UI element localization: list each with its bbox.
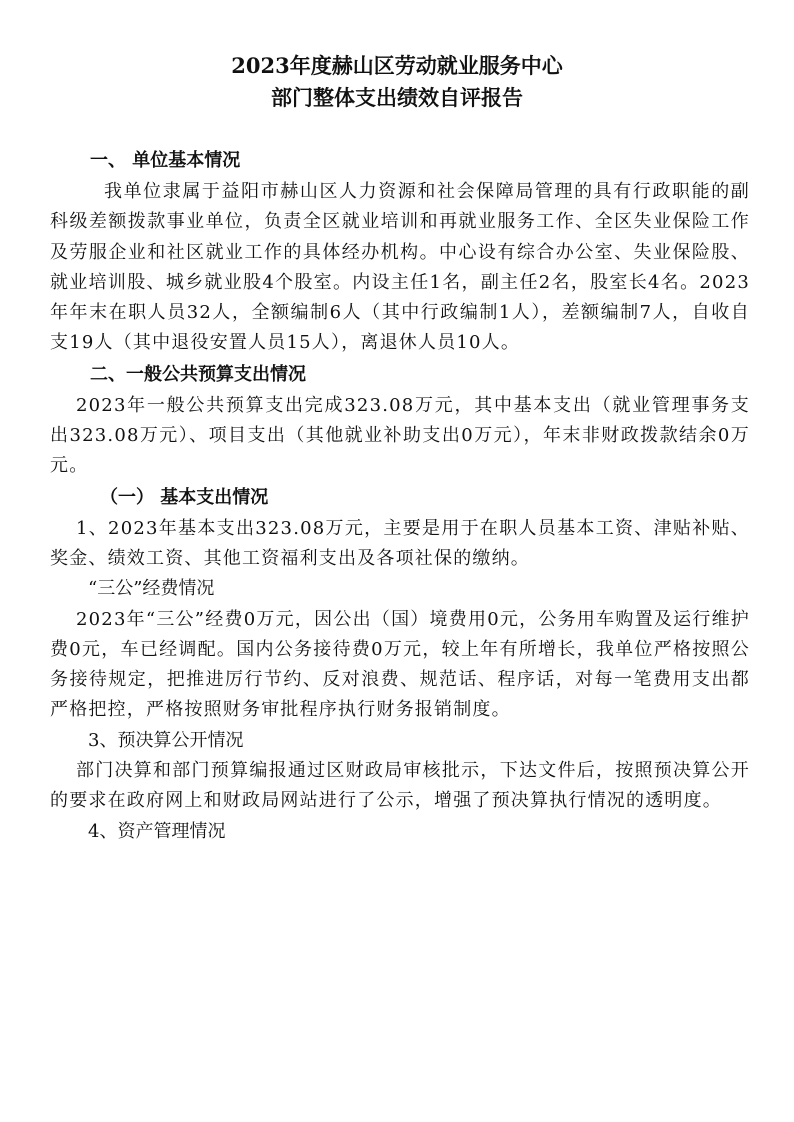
item-3-heading: 3、预决算公开情况 <box>88 729 244 751</box>
section-1-paragraph: 我单位隶属于益阳市赫山区人力资源和社会保障局管理的具有行政职能的副科级差额拨款事业单位，负责全区就业培训和再就业服务工作、全区失业保险工作及劳服企业和社区就业工作的具体经办机构。中心设有综合办公室、失业保险股、就业培训股、城乡就业股4个股室。内设主任1名，副主任2名，股室长4名。2023年年末在职人员32人，全额编制6人（其中行政编制1人），差额编制7人，自收自支19人（其中退役安置人员15人），离退休人员10人。 <box>50 181 750 354</box>
item-4-heading: 4、资产管理情况 <box>88 820 226 842</box>
section-heading-2: 二、一般公共预算支出情况 <box>90 363 306 385</box>
item-1-paragraph: 1、2023年基本支出323.08万元，主要是用于在职人员基本工资、津贴补贴、奖金、绩效工资、其他工资福利支出及各项社保的缴纳。 <box>50 517 750 569</box>
report-body <box>50 145 750 847</box>
section-2-paragraph: 2023年一般公共预算支出完成323.08万元，其中基本支出（就业管理事务支出323.08万元）、项目支出（其他就业补助支出0万元），年末非财政拨款结余0万元。 <box>50 394 750 477</box>
subsection-heading-basic-expenditure: （一） 基本支出情况 <box>100 486 269 508</box>
sangong-paragraph: 2023年“三公”经费0万元，因公出（国）境费用0元，公务用车购置及运行维护费0元，车已经调配。国内公务接待费0万元，较上年有所增长，我单位严格按照公务接待规定，把推进厉行节约、反对浪费、规范话、程序话，对每一笔费用支出都严格把控，严格按照财务审批程序执行财务报销制度。 <box>50 608 750 721</box>
sangong-heading: “三公”经费情况 <box>88 578 215 600</box>
item-3-paragraph: 部门决算和部门预算编报通过区财政局审核批示，下达文件后，按照预决算公开的要求在政府网上和财政局网站进行了公示，增强了预决算执行情况的透明度。 <box>50 760 750 812</box>
title-line-2: 部门整体支出绩效自评报告 <box>271 85 523 110</box>
report-title <box>0 50 794 114</box>
title-line-1: 2023年度赫山区劳动就业服务中心 <box>231 53 563 78</box>
section-heading-1: 一、 单位基本情况 <box>90 150 241 171</box>
